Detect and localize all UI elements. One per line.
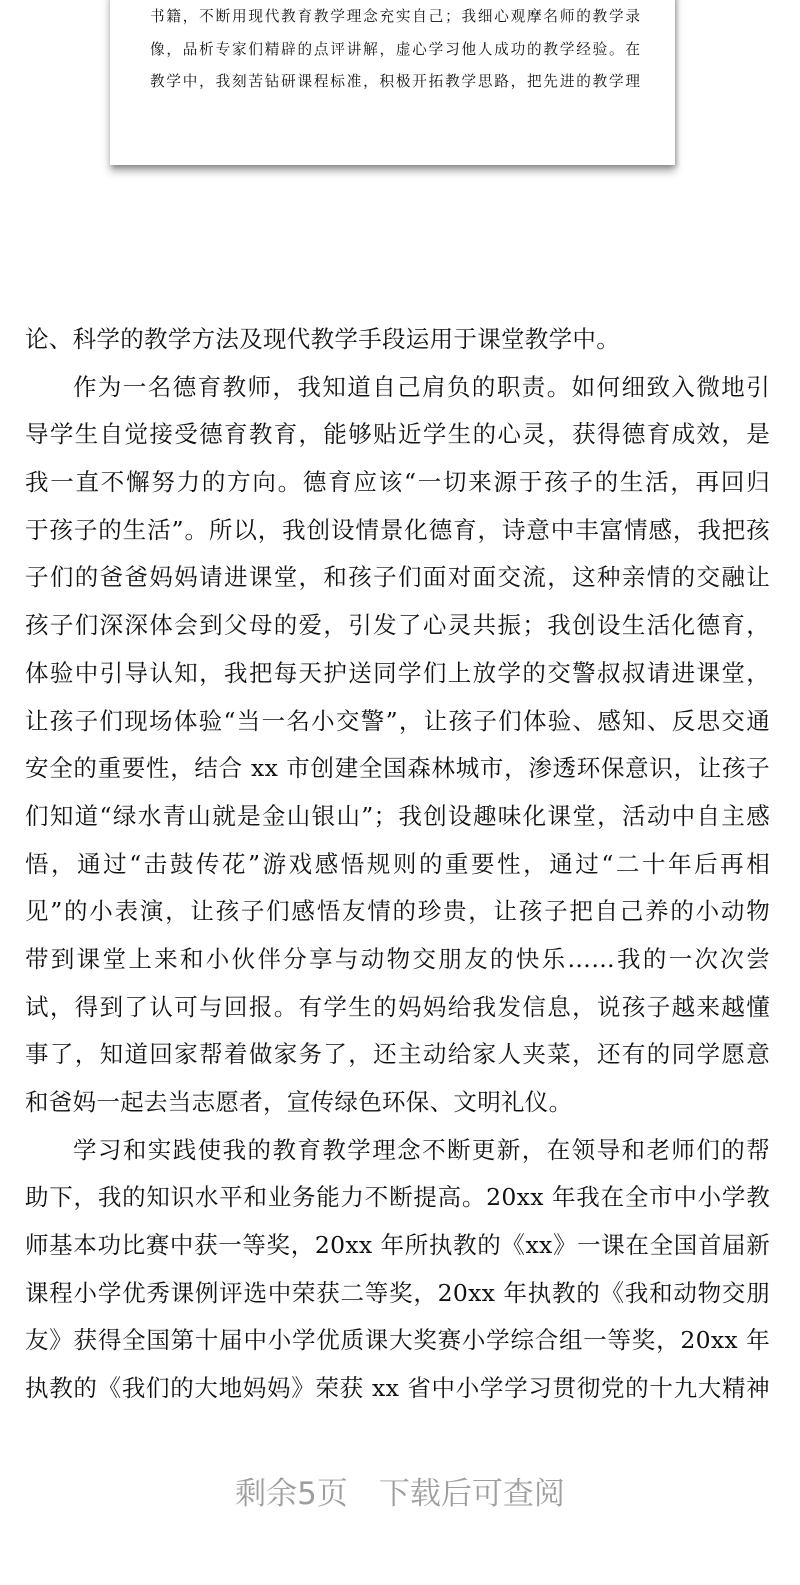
body-text-line: 于孩子的生活”。所以，我创设情景化德育，诗意中丰富情感，我把孩	[25, 515, 770, 544]
body-text-line: 友》获得全国第十届中小学优质课大奖赛小学综合组一等奖，20xx 年	[25, 1326, 770, 1355]
body-text-line: 孩子们深深体会到父母的爱，引发了心灵共振；我创设生活化德育，	[25, 611, 770, 640]
remaining-pages-notice[interactable]: 剩余5页 下载后可查阅	[235, 1476, 565, 1512]
body-text-line: 作为一名德育教师，我知道自己肩负的职责。如何细致入微地引	[73, 372, 770, 401]
body-text-line: 学习和实践使我的教育教学理念不断更新，在领导和老师们的帮	[73, 1135, 770, 1164]
body-text-line: 和爸妈一起去当志愿者，宣传绿色环保、文明礼仪。	[25, 1088, 573, 1116]
body-text-line: 让孩子们现场体验“当一名小交警”，让孩子们体验、感知、反思交通	[25, 706, 770, 735]
body-text-line: 执教的《我们的大地妈妈》荣获 xx 省中小学学习贯彻党的十九大精神	[25, 1374, 770, 1403]
body-text-line: 试，得到了认可与回报。有学生的妈妈给我发信息，说孩子越来越懂	[25, 992, 770, 1021]
body-text-line: 师基本功比赛中获一等奖，20xx 年所执教的《xx》一课在全国首届新	[25, 1231, 770, 1260]
body-text-line: 事了，知道回家帮着做家务了，还主动给家人夹菜，还有的同学愿意	[25, 1040, 770, 1069]
body-text-line: 见”的小表演，让孩子们感悟友情的珍贵，让孩子把自己养的小动物	[25, 897, 770, 926]
card-text-line: 像，品析专家们精辟的点评讲解，虚心学习他人成功的教学经验。在	[150, 41, 640, 58]
body-text-line: 课程小学优秀课例评选中荣获二等奖，20xx 年执教的《我和动物交朋	[25, 1278, 770, 1307]
body-text-line: 论、科学的教学方法及现代教学手段运用于课堂教学中。	[25, 325, 620, 353]
card-text-line: 教学中，我刻苦钻研课程标准，积极开拓教学思路，把先进的教学理	[150, 73, 640, 90]
body-text-line: 带到课堂上来和小伙伴分享与动物交朋友的快乐……我的一次次尝	[25, 944, 770, 973]
body-text-line: 体验中引导认知，我把每天护送同学们上放学的交警叔叔请进课堂，	[25, 658, 770, 687]
document-preview-card	[110, 0, 675, 165]
card-text-line: 书籍，不断用现代教育教学理念充实自己；我细心观摩名师的教学录	[150, 8, 640, 25]
body-text-line: 子们的爸爸妈妈请进课堂，和孩子们面对面交流，这种亲情的交融让	[25, 563, 770, 592]
body-text-line: 助下，我的知识水平和业务能力不断提高。20xx 年我在全市中小学教	[25, 1183, 770, 1212]
body-text-line: 们知道“绿水青山就是金山银山”；我创设趣味化课堂，活动中自主感	[25, 801, 770, 830]
document-body	[25, 316, 770, 1413]
body-text-line: 悟，通过“击鼓传花”游戏感悟规则的重要性，通过“二十年后再相	[25, 849, 770, 878]
body-text-line: 安全的重要性，结合 xx 市创建全国森林城市，渗透环保意识，让孩子	[25, 754, 770, 783]
body-text-line: 我一直不懈努力的方向。德育应该“一切来源于孩子的生活，再回归	[25, 468, 770, 497]
body-text-line: 导学生自觉接受德育教育，能够贴近学生的心灵，获得德育成效，是	[25, 420, 770, 449]
